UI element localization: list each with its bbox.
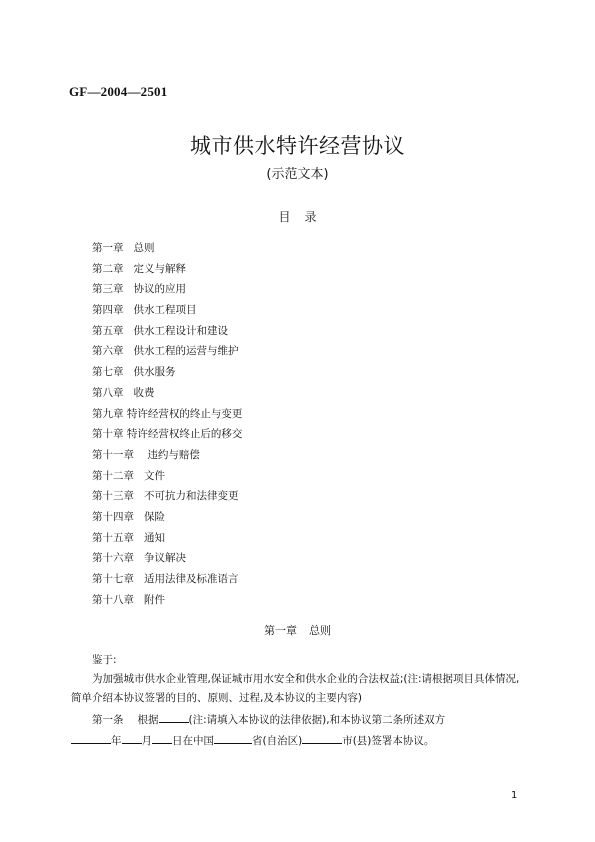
article-1-line-1	[71, 711, 547, 730]
chapter-number: 第一章	[264, 624, 297, 637]
preamble-paragraph: 为加强城市供水企业管理,保证城市用水安全和供水企业的合法权益;(注:请根据项目具体情况,简单介绍本协议签署的目的、原则、过程,及本协议的主要内容)	[71, 673, 520, 704]
toc-item: 第八章 收费	[92, 386, 155, 399]
toc-item: 第十七章 适用法律及标准语言	[92, 573, 239, 585]
legal-basis-blank[interactable]	[159, 711, 189, 723]
day-place-label: 日在中国	[172, 735, 214, 747]
toc-item: 第十三章 不可抗力和法律变更	[92, 490, 239, 503]
document-title: 城市供水特许经营协议	[190, 134, 405, 158]
article-1-text-b: (注:请填入本协议的法律依据),和本协议第二条所述双方	[188, 714, 446, 726]
toc-item: 第九章 特许经营权的终止与变更	[92, 407, 243, 420]
article-1-line-2	[71, 732, 526, 751]
toc-heading-part2: 录	[304, 210, 317, 224]
whereas-label: 鉴于:	[92, 654, 117, 666]
chapter-title: 总则	[309, 624, 331, 637]
page-number: 1	[511, 790, 518, 801]
month-blank[interactable]	[122, 732, 142, 744]
toc-item: 第七章 供水服务	[92, 366, 176, 379]
city-blank[interactable]	[302, 732, 342, 744]
year-blank[interactable]	[71, 732, 111, 744]
toc-item: 第一章 总则	[92, 242, 155, 254]
chapter-heading	[0, 622, 595, 638]
toc-item: 第五章 供水工程设计和建设	[92, 324, 229, 337]
article-1-label: 第一条	[92, 714, 124, 726]
article-1-text-a: 根据	[137, 714, 159, 726]
document-subtitle: (示范文本)	[266, 167, 329, 182]
toc-item: 第三章 协议的应用	[92, 283, 187, 296]
city-end-label: 市(县)签署本协议。	[342, 735, 435, 747]
province-blank[interactable]	[214, 732, 252, 744]
toc-item: 第十章 特许经营权终止后的移交	[92, 428, 243, 441]
toc-item: 第十五章 通知	[92, 531, 166, 544]
toc-heading-part1: 目	[278, 210, 291, 224]
month-label: 月	[141, 735, 152, 747]
toc-item: 第四章 供水工程项目	[92, 304, 197, 317]
toc-item: 第十八章 附件	[92, 593, 166, 606]
toc-heading	[0, 208, 595, 225]
toc-item: 第六章 供水工程的运营与维护	[92, 345, 239, 358]
toc-item: 第十二章 文件	[92, 469, 166, 482]
year-label: 年	[111, 735, 122, 747]
toc-item: 第十一章 违约与赔偿	[92, 448, 200, 461]
toc-item: 第十四章 保险	[92, 510, 166, 523]
toc-item: 第二章 定义与解释	[92, 262, 187, 275]
province-label: 省(自治区)	[252, 735, 303, 747]
day-blank[interactable]	[152, 732, 172, 744]
table-of-contents	[92, 238, 242, 610]
document-code: GF—2004—2501	[69, 84, 168, 99]
toc-item: 第十六章 争议解决	[92, 552, 187, 565]
